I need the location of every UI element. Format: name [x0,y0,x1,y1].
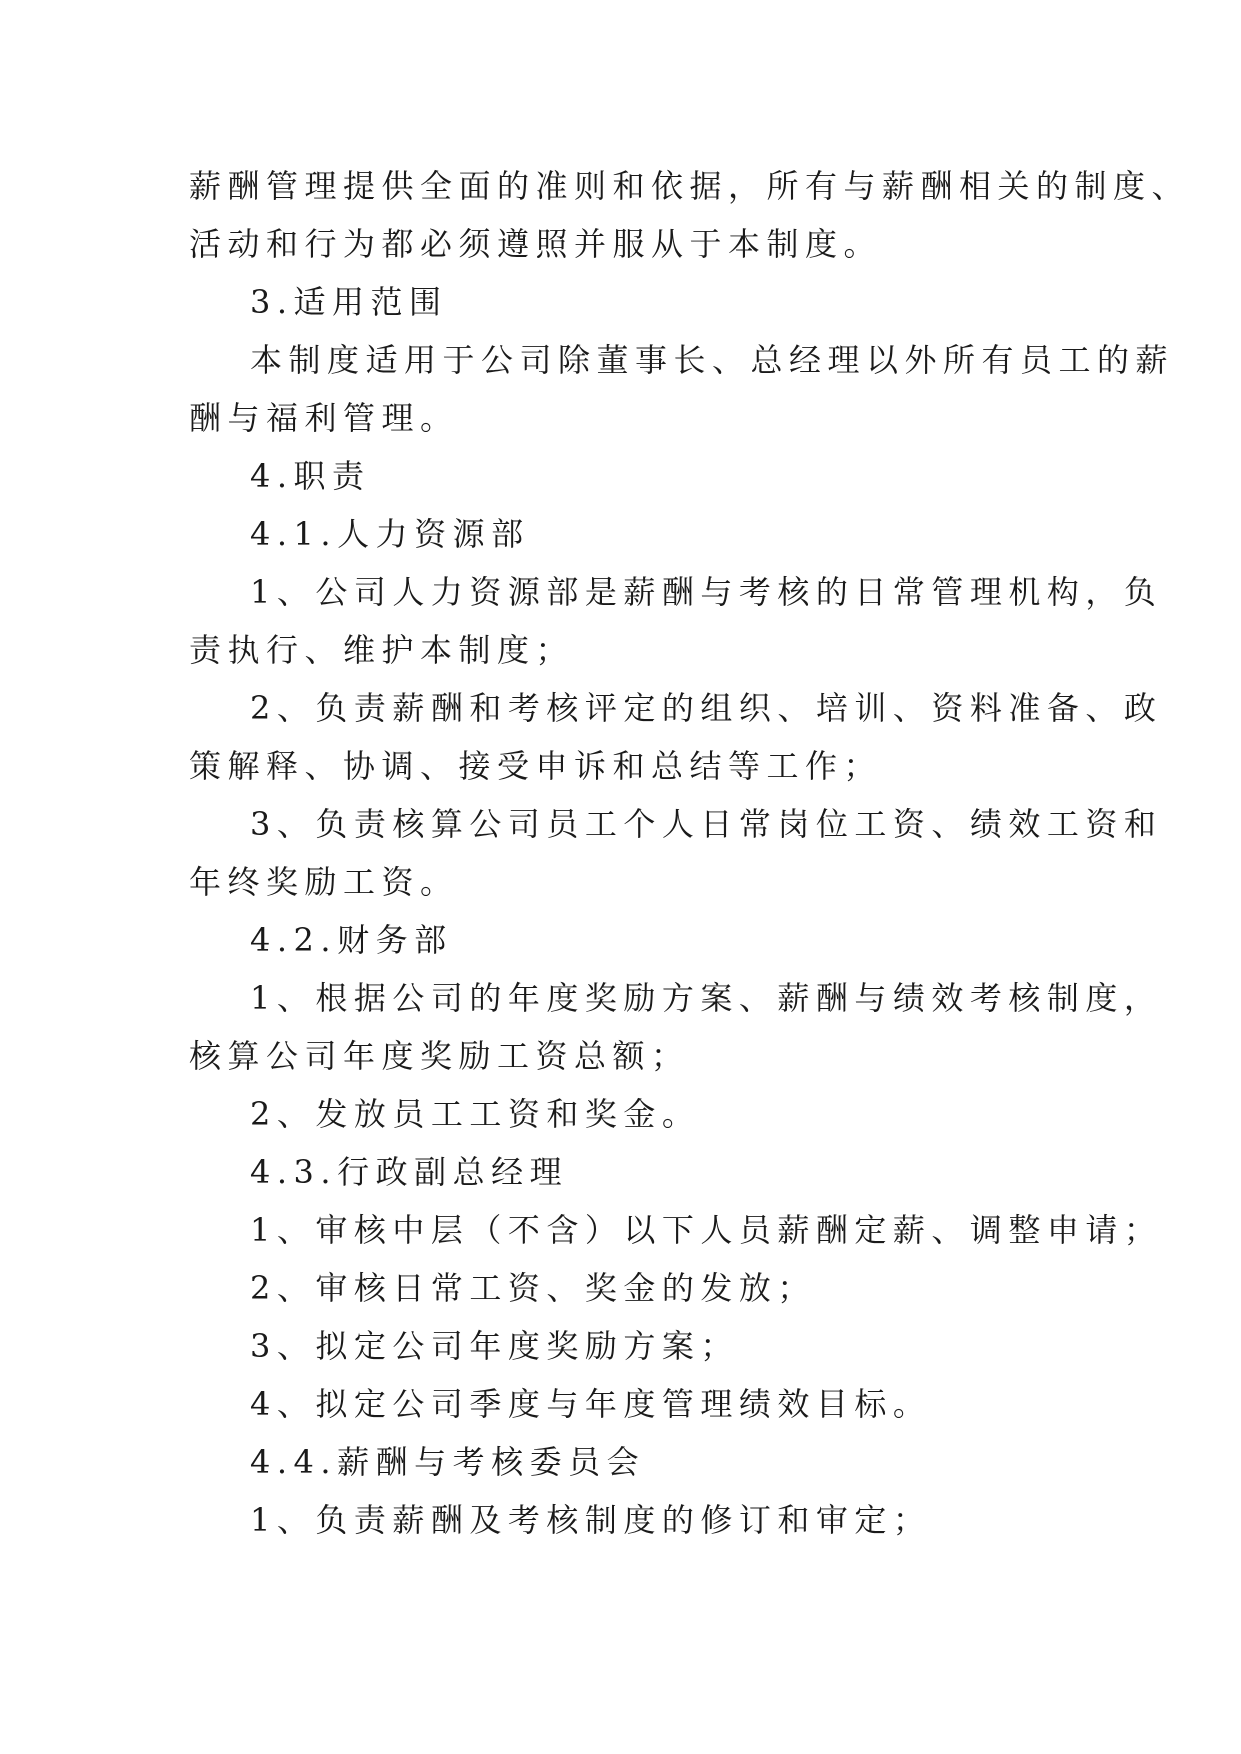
list-item-continuation: 责执行、维护本制度； [189,631,575,669]
paragraph-line: 活动和行为都必须遵照并服从于本制度。 [189,225,883,263]
list-item: 1、公司人力资源部是薪酬与考核的日常管理机构，负 [250,573,1163,611]
subsection-heading: 4.3.行政副总经理 [250,1153,569,1191]
subsection-heading: 4.2.财务部 [250,921,453,959]
section-heading: 4.职责 [250,457,371,495]
list-item: 1、负责薪酬及考核制度的修订和审定； [250,1501,932,1539]
subsection-heading: 4.1.人力资源部 [250,515,530,553]
list-item: 2、负责薪酬和考核评定的组织、培训、资料准备、政 [250,689,1163,727]
list-item: 2、审核日常工资、奖金的发放； [250,1269,816,1307]
list-item: 3、拟定公司年度奖励方案； [250,1327,739,1365]
list-item: 2、发放员工工资和奖金。 [250,1095,701,1133]
subsection-heading: 4.4.薪酬与考核委员会 [250,1443,646,1481]
paragraph-line: 酬与福利管理。 [189,399,459,437]
list-item-continuation: 策解释、协调、接受申诉和总结等工作； [189,747,883,785]
list-item: 3、负责核算公司员工个人日常岗位工资、绩效工资和 [250,805,1163,843]
paragraph-line: 本制度适用于公司除董事长、总经理以外所有员工的薪 [250,341,1175,379]
list-item: 4、拟定公司季度与年度管理绩效目标。 [250,1385,932,1423]
list-item: 1、根据公司的年度奖励方案、薪酬与绩效考核制度， [250,979,1163,1017]
list-item: 1、审核中层（不含）以下人员薪酬定薪、调整申请； [250,1211,1163,1249]
list-item-continuation: 核算公司年度奖励工资总额； [189,1037,690,1075]
paragraph-line: 薪酬管理提供全面的准则和依据，所有与薪酬相关的制度、 [189,167,1191,205]
section-heading: 3.适用范围 [250,283,448,321]
list-item-continuation: 年终奖励工资。 [189,863,459,901]
